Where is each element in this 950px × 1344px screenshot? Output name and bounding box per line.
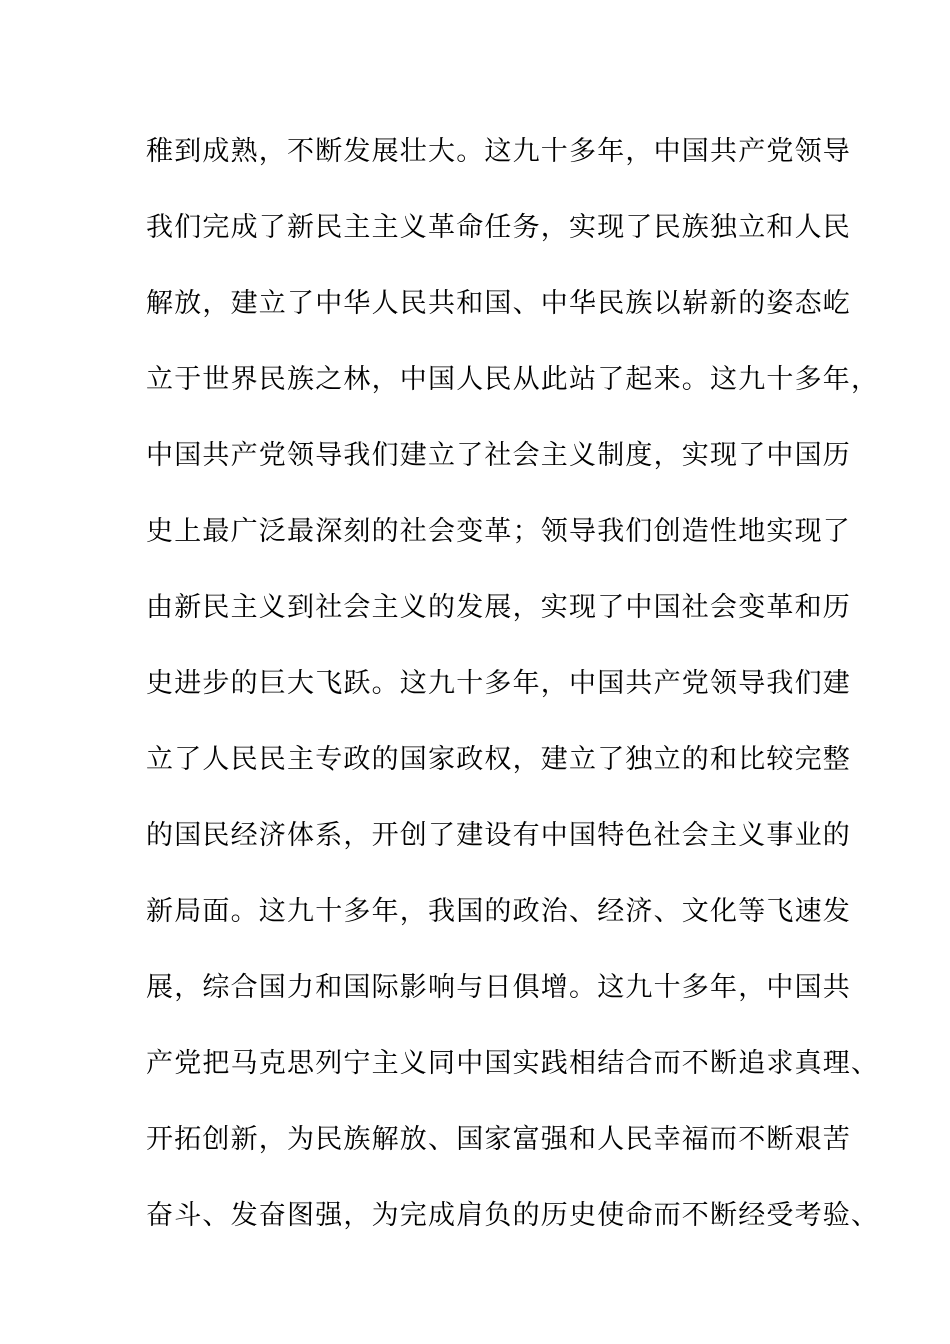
text-line: 产党把马克思列宁主义同中国实践相结合而不断追求真理、 <box>146 1048 880 1079</box>
body-paragraph <box>146 128 880 1268</box>
text-line: 新局面。这九十多年，我国的政治、经济、文化等飞速发 <box>146 896 851 927</box>
text-line: 开拓创新，为民族解放、国家富强和人民幸福而不断艰苦 <box>146 1124 851 1155</box>
text-line: 史进步的巨大飞跃。这九十多年，中国共产党领导我们建 <box>146 668 851 699</box>
text-line: 我们完成了新民主主义革命任务，实现了民族独立和人民 <box>146 212 851 243</box>
text-line: 的国民经济体系，开创了建设有中国特色社会主义事业的 <box>146 820 851 851</box>
text-line: 解放，建立了中华人民共和国、中华民族以崭新的姿态屹 <box>146 288 851 319</box>
text-line: 立于世界民族之林，中国人民从此站了起来。这九十多年， <box>146 364 880 395</box>
text-line: 史上最广泛最深刻的社会变革；领导我们创造性地实现了 <box>146 516 851 547</box>
text-line: 稚到成熟，不断发展壮大。这九十多年，中国共产党领导 <box>146 136 851 167</box>
text-line: 立了人民民主专政的国家政权，建立了独立的和比较完整 <box>146 744 851 775</box>
text-line: 展，综合国力和国际影响与日俱增。这九十多年，中国共 <box>146 972 851 1003</box>
text-line: 中国共产党领导我们建立了社会主义制度，实现了中国历 <box>146 440 851 471</box>
text-line: 由新民主义到社会主义的发展，实现了中国社会变革和历 <box>146 592 851 623</box>
text-line: 奋斗、发奋图强，为完成肩负的历史使命而不断经受考验、 <box>146 1200 880 1231</box>
